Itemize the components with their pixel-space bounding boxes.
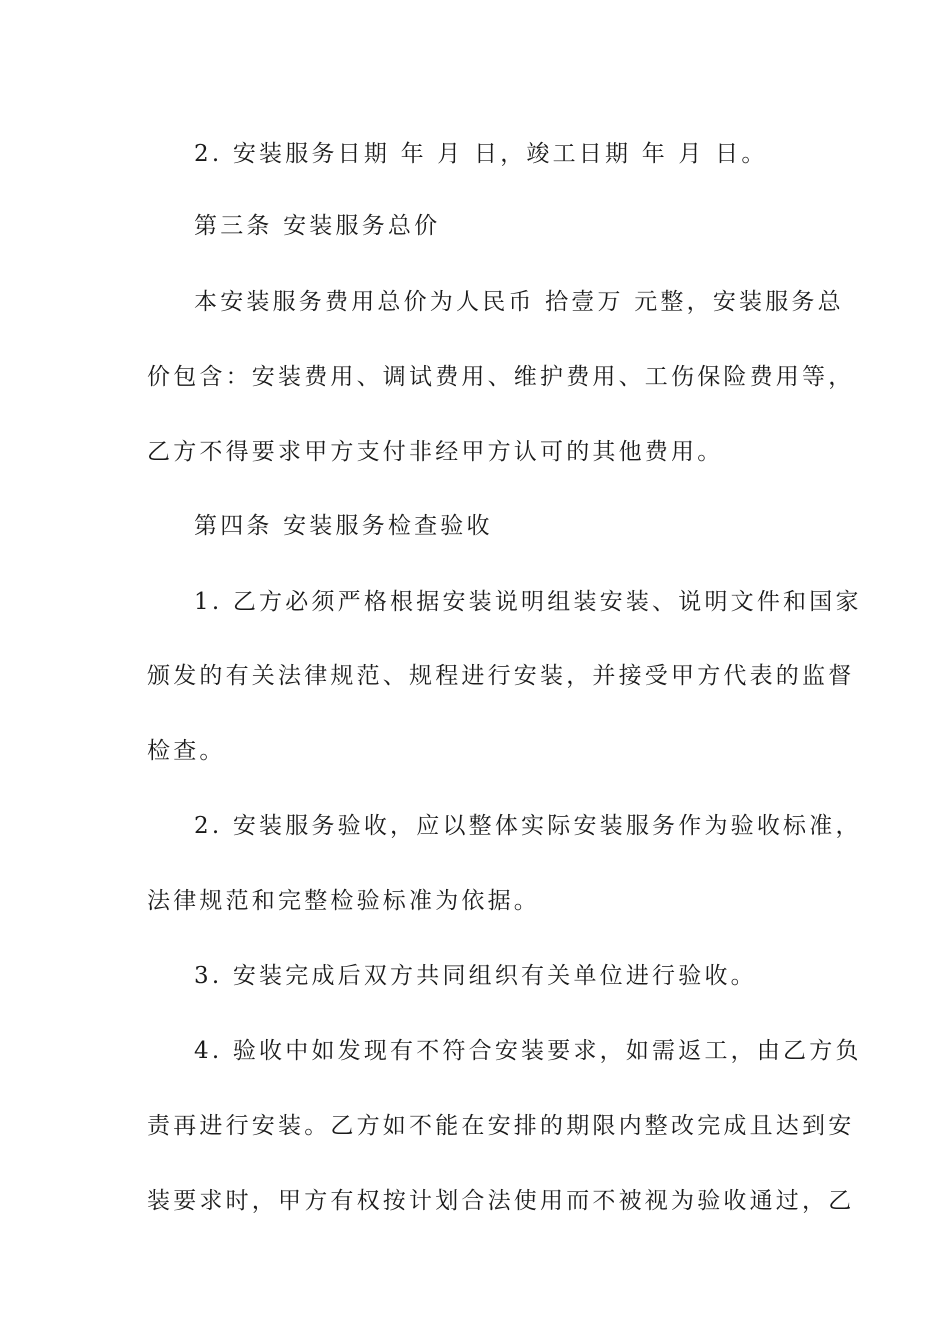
text-line-item-2a: 2. 安装服务验收，应以整体实际安装服务作为验收标准， xyxy=(194,813,862,839)
text-line-item-4a: 4. 验收中如发现有不符合安装要求，如需返工，由乙方负 xyxy=(194,1038,862,1064)
text-line-price-includes: 价包含：安装费用、调试费用、维护费用、工伤保险费用等， xyxy=(147,364,855,390)
text-line-item-3: 3. 安装完成后双方共同组织有关单位进行验收。 xyxy=(194,963,757,989)
article-3-heading: 第三条 安装服务总价 xyxy=(194,213,441,239)
text-line-total-price: 本安装服务费用总价为人民币 拾壹万 元整，安装服务总 xyxy=(194,289,844,315)
text-line-item-1a: 1. 乙方必须严格根据安装说明组装安装、说明文件和国家 xyxy=(194,589,862,615)
text-line-no-other-fees: 乙方不得要求甲方支付非经甲方认可的其他费用。 xyxy=(147,439,724,465)
text-line-item-1c: 检查。 xyxy=(147,738,226,764)
text-line-item-4c: 装要求时，甲方有权按计划合法使用而不被视为验收通过，乙 xyxy=(147,1188,855,1214)
text-line-item-4b: 责再进行安装。乙方如不能在安排的期限内整改完成且达到安 xyxy=(147,1113,855,1139)
text-line-item-1b: 颁发的有关法律规范、规程进行安装，并接受甲方代表的监督 xyxy=(147,663,855,689)
text-line-install-date: 2. 安装服务日期 年 月 日，竣工日期 年 月 日。 xyxy=(194,141,768,167)
text-line-item-2b: 法律规范和完整检验标准为依据。 xyxy=(147,888,540,914)
article-4-heading: 第四条 安装服务检查验收 xyxy=(194,513,493,539)
